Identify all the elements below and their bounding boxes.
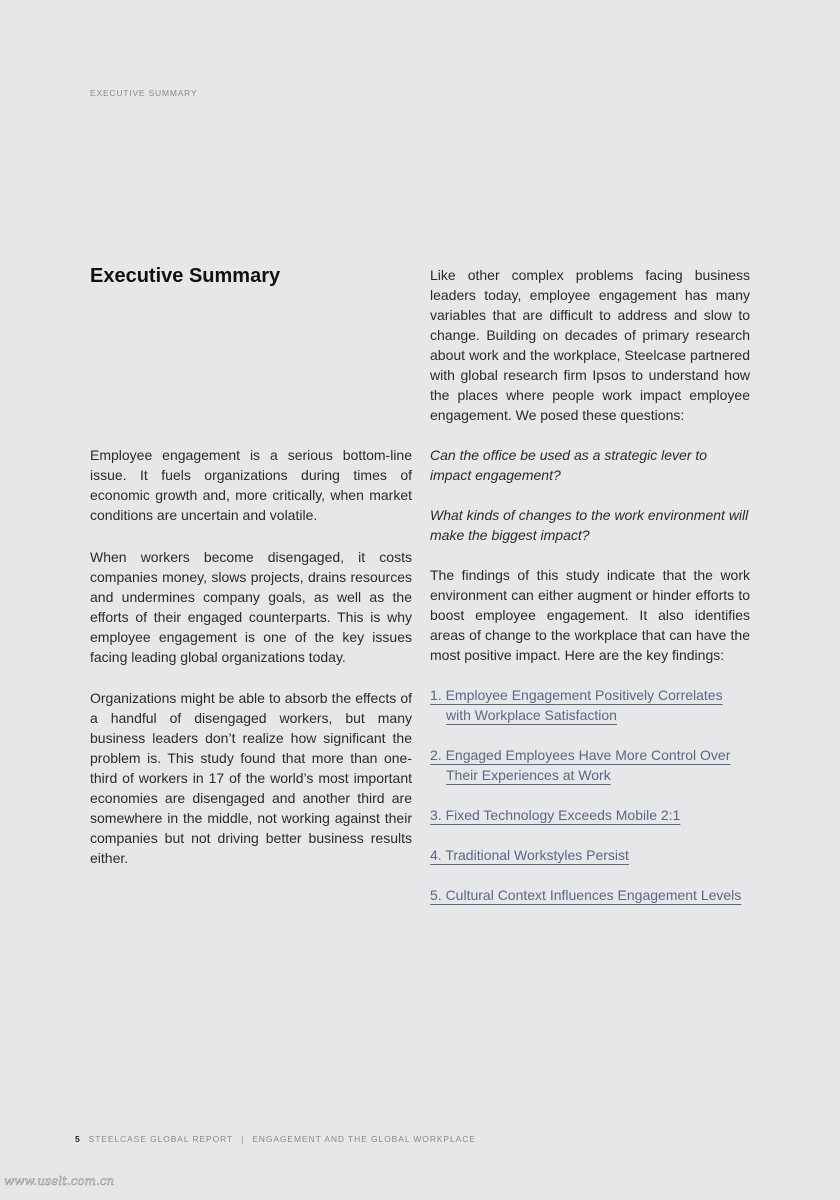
- link-text: 1. Employee Engagement Positively Correlates: [430, 687, 723, 703]
- question-1: Can the office be used as a strategic lever to impact engagement?: [430, 447, 708, 483]
- running-head: EXECUTIVE SUMMARY: [90, 88, 198, 98]
- link-text: 5. Cultural Context Influences Engagement Levels: [430, 887, 742, 903]
- page-number: 5: [75, 1134, 81, 1144]
- report-name: STEELCASE GLOBAL REPORT: [88, 1134, 234, 1144]
- finding-link-2[interactable]: [430, 745, 760, 785]
- link-text: 4. Traditional Workstyles Persist: [430, 847, 629, 863]
- findings-intro: The findings of this study indicate that the work environment can either augment or hinder efforts to boost employee engagement. It also identifies areas of change to the workplace that can have the most positive impact. Here are the key findings:: [430, 567, 750, 663]
- intro-paragraph: Like other complex problems facing business leaders today, employee engagement has many variables that are difficult to address and slow to change. Building on decades of primary research about work and the workplace, Steelcase partnered with global research firm Ipsos to understand how the places where people work impact employee engagement. We posed these questions:: [430, 267, 750, 423]
- body-paragraph: Organizations might be able to absorb the effects of a handful of disengaged workers, but many business leaders don’t realize how significant the problem is. This study found that more than one-third of workers in 17 of the world’s most important economies are disengaged and another third are somewhere in the middle, not working against their companies but not driving better business results either.: [90, 690, 412, 866]
- link-text: Their Experiences at Work: [446, 767, 611, 783]
- page-title: Executive Summary: [90, 265, 281, 287]
- finding-link-4[interactable]: [430, 845, 760, 865]
- finding-link-1[interactable]: [430, 685, 760, 725]
- finding-link-5[interactable]: [430, 885, 760, 905]
- page-footer: [75, 1134, 476, 1144]
- footer-separator: |: [241, 1134, 245, 1144]
- link-text: 3. Fixed Technology Exceeds Mobile 2:1: [430, 807, 681, 823]
- link-text: 2. Engaged Employees Have More Control Over: [430, 747, 731, 763]
- question-2: What kinds of changes to the work environment will make the biggest impact?: [430, 507, 749, 543]
- finding-link-3[interactable]: [430, 805, 760, 825]
- body-paragraph: Employee engagement is a serious bottom-line issue. It fuels organizations during times of economic growth and, more critically, when market conditions are uncertain and volatile.: [90, 447, 412, 523]
- body-paragraph: When workers become disengaged, it costs companies money, slows projects, drains resources and undermines company goals, as well as the efforts of their engaged counterparts. This is why employee engagement is one of the key issues facing leading global organizations today.: [90, 549, 412, 665]
- link-text: with Workplace Satisfaction: [446, 707, 617, 723]
- watermark: www.uselt.com.cn: [4, 1174, 115, 1188]
- section-name: ENGAGEMENT AND THE GLOBAL WORKPLACE: [252, 1134, 476, 1144]
